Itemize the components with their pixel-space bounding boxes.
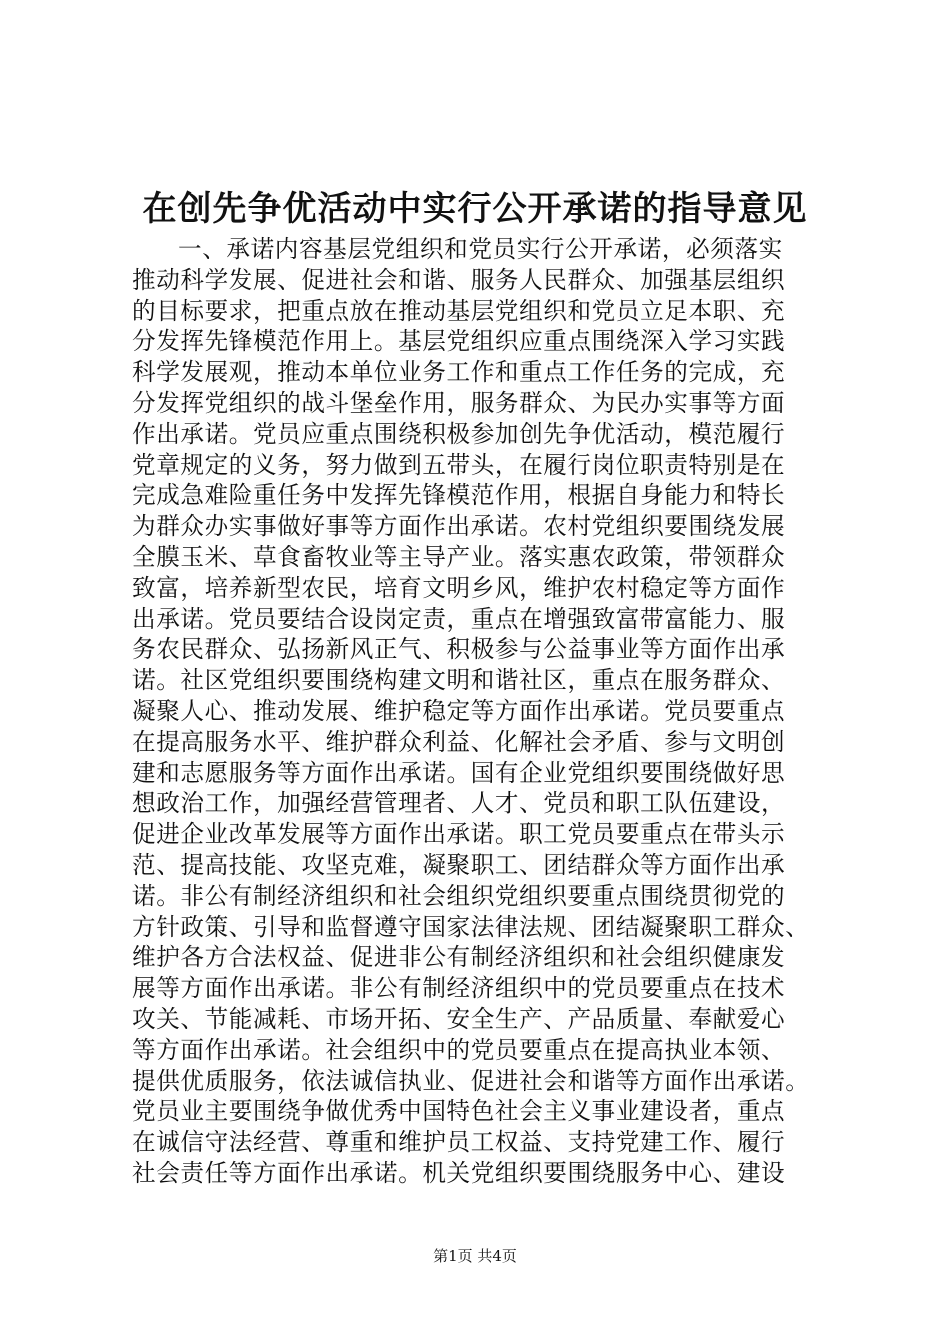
- body-line: 范、提高技能、攻坚克难，凝聚职工、团结群众等方面作出承: [132, 850, 786, 879]
- body-line: 推动科学发展、促进社会和谐、服务人民群众、加强基层组织: [132, 265, 786, 294]
- body-line: 维护各方合法权益、促进非公有制经济组织和社会组织健康发: [132, 943, 786, 972]
- body-line: 想政治工作，加强经营管理者、人才、党员和职工队伍建设，: [132, 789, 786, 818]
- body-line: 务农民群众、弘扬新风正气、积极参与公益事业等方面作出承: [132, 635, 786, 664]
- body-line: 在提高服务水平、维护群众利益、化解社会矛盾、参与文明创: [132, 727, 786, 756]
- body-line: 社会责任等方面作出承诺。机关党组织要围绕服务中心、建设: [132, 1158, 786, 1187]
- body-line: 建和志愿服务等方面作出承诺。国有企业党组织要围绕做好思: [132, 758, 786, 787]
- body-line: 等方面作出承诺。社会组织中的党员要重点在提高执业本领、: [132, 1035, 786, 1064]
- document-title: 在创先争优活动中实行公开承诺的指导意见: [142, 189, 808, 229]
- body-line: 分发挥先锋模范作用上。基层党组织应重点围绕深入学习实践: [132, 327, 786, 356]
- body-line: 作出承诺。党员应重点围绕积极参加创先争优活动，模范履行: [132, 419, 786, 448]
- body-line: 科学发展观，推动本单位业务工作和重点工作任务的完成，充: [132, 358, 786, 387]
- page-number-footer: 第1页 共4页: [433, 1247, 517, 1265]
- body-line: 党章规定的义务，努力做到五带头，在履行岗位职责特别是在: [132, 450, 786, 479]
- body-line: 诺。非公有制经济组织和社会组织党组织要重点围绕贯彻党的: [132, 881, 786, 910]
- body-line: 凝聚人心、推动发展、维护稳定等方面作出承诺。党员要重点: [132, 696, 786, 725]
- body-line: 的目标要求，把重点放在推动基层党组织和党员立足本职、充: [132, 296, 786, 325]
- body-line: 诺。社区党组织要围绕构建文明和谐社区，重点在服务群众、: [132, 666, 786, 695]
- body-line: 在诚信守法经营、尊重和维护员工权益、支持党建工作、履行: [132, 1128, 786, 1157]
- body-line: 一、承诺内容基层党组织和党员实行公开承诺，必须落实: [178, 235, 783, 263]
- body-line: 促进企业改革发展等方面作出承诺。职工党员要重点在带头示: [132, 820, 786, 849]
- body-line: 致富，培养新型农民，培育文明乡风，维护农村稳定等方面作: [132, 573, 786, 602]
- body-line: 完成急难险重任务中发挥先锋模范作用，根据自身能力和特长: [132, 481, 786, 510]
- body-line: 攻关、节能减耗、市场开拓、安全生产、产品质量、奉献爱心: [132, 1004, 786, 1033]
- body-line: 方针政策、引导和监督遵守国家法律法规、团结凝聚职工群众、: [132, 912, 810, 941]
- body-line: 全膜玉米、草食畜牧业等主导产业。落实惠农政策，带领群众: [132, 542, 786, 571]
- body-line: 展等方面作出承诺。非公有制经济组织中的党员要重点在技术: [132, 974, 786, 1003]
- body-line: 党员业主要围绕争做优秀中国特色社会主义事业建设者，重点: [132, 1097, 786, 1126]
- body-line: 为群众办实事做好事等方面作出承诺。农村党组织要围绕发展: [132, 512, 786, 541]
- document-body: [132, 234, 832, 1189]
- body-line: 提供优质服务，依法诚信执业、促进社会和谐等方面作出承诺。: [132, 1066, 810, 1095]
- body-line: 分发挥党组织的战斗堡垒作用，服务群众、为民办实事等方面: [132, 388, 786, 417]
- body-line: 出承诺。党员要结合设岗定责，重点在增强致富带富能力、服: [132, 604, 786, 633]
